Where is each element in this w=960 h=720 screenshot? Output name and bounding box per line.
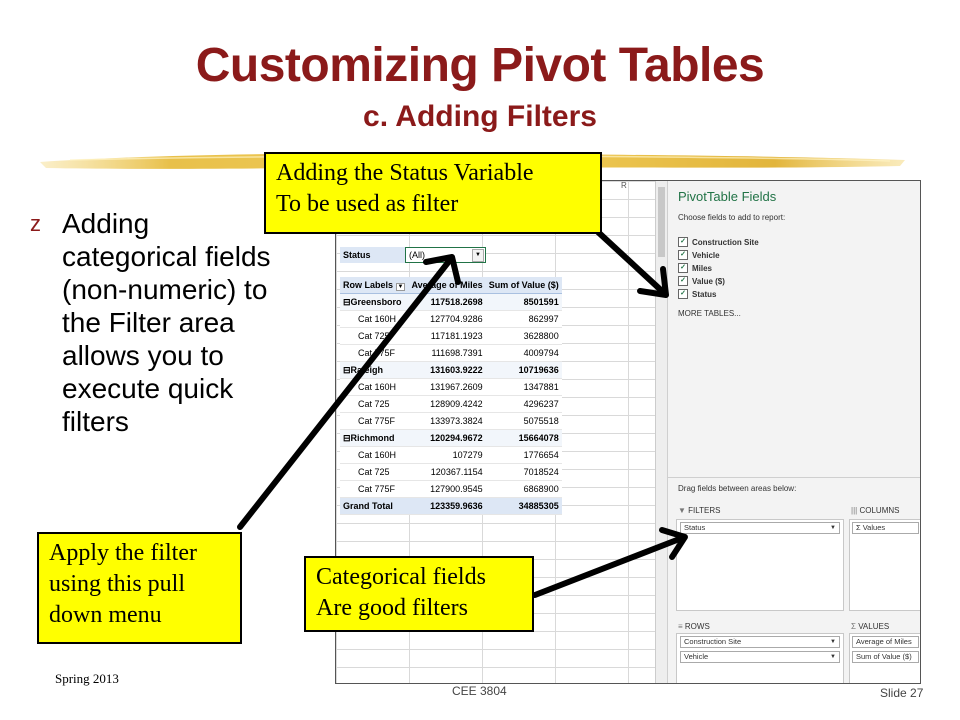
table-row[interactable]: Cat 160H 127704.9286 862997 xyxy=(340,311,562,328)
table-row[interactable]: Cat 775F 127900.9545 6868900 xyxy=(340,481,562,498)
filters-area-label: ▼ FILTERS xyxy=(678,506,721,515)
values-area-label: Σ VALUES xyxy=(851,622,890,631)
grand-total-row[interactable]: Grand Total 123359.9636 34885305 xyxy=(340,498,562,515)
chevron-down-icon[interactable]: ▼ xyxy=(472,249,484,262)
chevron-down-icon: ▼ xyxy=(830,525,836,531)
column-header-letter: R xyxy=(621,181,627,190)
table-row[interactable]: ⊟Richmond 120294.9672 15664078 xyxy=(340,430,562,447)
column-chip-values[interactable]: Σ Values xyxy=(852,522,919,534)
pane-divider xyxy=(668,477,921,478)
table-row[interactable]: Cat 725 128909.4242 4296237 xyxy=(340,396,562,413)
bullet-text: Adding categorical fields (non-numeric) to the Filter area allows you to execute quick filters xyxy=(62,208,271,437)
checkbox-checked-icon: ✓ xyxy=(678,276,688,286)
table-row[interactable]: Cat 775F 133973.3824 5075518 xyxy=(340,413,562,430)
table-row[interactable]: ⊟Raleigh 131603.9222 10719636 xyxy=(340,362,562,379)
pane-title: PivotTable Fields xyxy=(678,189,777,204)
table-row[interactable]: Cat 725 117181.1923 3628800 xyxy=(340,328,562,345)
collapse-icon: ⊟ xyxy=(343,296,351,307)
slide-title: Customizing Pivot Tables xyxy=(195,39,765,92)
report-filter-row xyxy=(340,247,486,263)
columns-area-label: ||| COLUMNS xyxy=(851,506,900,515)
filter-dropdown-value: (All) xyxy=(409,250,425,260)
pivot-header-row xyxy=(340,277,562,294)
more-tables-link[interactable]: MORE TABLES... xyxy=(678,309,741,318)
table-row[interactable]: Cat 725 120367.1154 7018524 xyxy=(340,464,562,481)
filter-field-label: Status xyxy=(340,247,405,263)
columns-icon: ||| xyxy=(851,506,858,515)
bullet-marker: z xyxy=(30,211,41,236)
footer-course: CEE 3804 xyxy=(452,684,507,698)
value-chip-average-miles[interactable]: Average of Miles xyxy=(852,636,919,648)
callout-status-variable: Adding the Status Variable To be used as filter xyxy=(264,152,602,234)
table-row[interactable]: Cat 775F 111698.7391 4009794 xyxy=(340,345,562,362)
footer-slide-number: Slide 27 xyxy=(880,686,924,700)
pivot-table xyxy=(340,277,562,515)
header-row-labels[interactable]: Row Labels ▼ xyxy=(340,277,408,294)
field-miles[interactable]: ✓ Miles xyxy=(678,263,712,273)
pane-instructions: Choose fields to add to report: xyxy=(678,213,786,222)
header-average-miles: Average of Miles xyxy=(408,277,485,294)
header-sum-value: Sum of Value ($) xyxy=(486,277,562,294)
field-value[interactable]: ✓ Value ($) xyxy=(678,276,725,286)
callout-categorical: Categorical fields Are good filters xyxy=(304,556,534,632)
pivottable-fields-pane xyxy=(667,181,921,683)
table-row[interactable]: ⊟Greensboro 117518.2698 8501591 xyxy=(340,294,562,311)
filter-dropdown[interactable] xyxy=(405,247,486,263)
row-chip-vehicle[interactable]: Vehicle ▼ xyxy=(680,651,840,663)
filter-arrow-icon: ▼ xyxy=(397,284,404,290)
checkbox-checked-icon: ✓ xyxy=(678,250,688,260)
collapse-icon: ⊟ xyxy=(343,432,351,443)
filter-chip-status[interactable]: Status ▼ xyxy=(680,522,840,534)
field-vehicle[interactable]: ✓ Vehicle xyxy=(678,250,720,260)
chevron-down-icon: ▼ xyxy=(830,654,836,660)
table-row[interactable]: Cat 160H 107279 1776654 xyxy=(340,447,562,464)
field-status[interactable]: ✓ Status xyxy=(678,289,716,299)
value-chip-sum-value[interactable]: Sum of Value ($) xyxy=(852,651,919,663)
field-construction-site[interactable]: ✓ Construction Site xyxy=(678,237,759,247)
chevron-down-icon: ▼ xyxy=(830,639,836,645)
table-row[interactable]: Cat 160H 131967.2609 1347881 xyxy=(340,379,562,396)
sigma-icon: Σ xyxy=(851,622,856,631)
checkbox-checked-icon: ✓ xyxy=(678,289,688,299)
checkbox-checked-icon: ✓ xyxy=(678,237,688,247)
collapse-icon: ⊟ xyxy=(343,364,351,375)
checkbox-checked-icon: ✓ xyxy=(678,263,688,273)
drag-instructions: Drag fields between areas below: xyxy=(678,484,797,493)
filter-funnel-icon: ▼ xyxy=(678,506,686,515)
callout-apply-filter: Apply the filter using this pull down menu xyxy=(37,532,242,644)
rows-icon: ≡ xyxy=(678,622,683,631)
rows-area-label: ≡ ROWS xyxy=(678,622,710,631)
scrollbar-thumb[interactable] xyxy=(658,187,665,257)
sigma-icon: Σ xyxy=(856,523,861,532)
footer-date: Spring 2013 xyxy=(55,671,119,686)
slide-subtitle: c. Adding Filters xyxy=(363,100,597,133)
row-chip-construction-site[interactable]: Construction Site ▼ xyxy=(680,636,840,648)
